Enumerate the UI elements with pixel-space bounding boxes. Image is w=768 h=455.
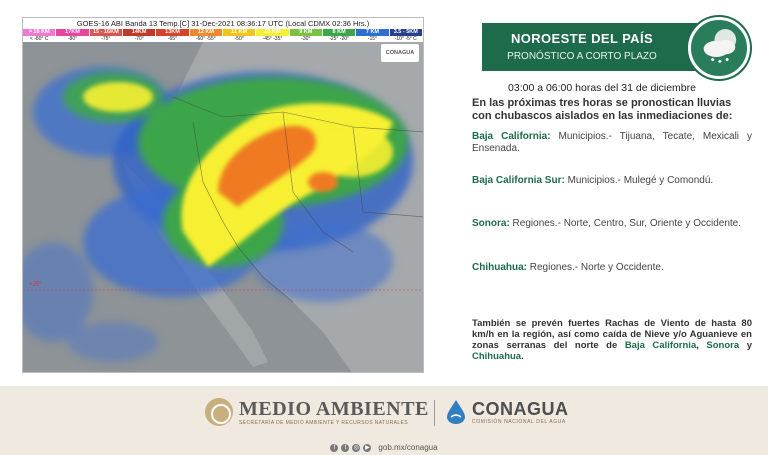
- legend-temperature: -60° -55°: [190, 36, 222, 42]
- legend-temperature: -75°: [90, 36, 122, 42]
- region-header: [482, 23, 722, 71]
- legend-segment: [223, 29, 256, 42]
- latitude-label: +25°: [29, 282, 42, 288]
- legend-segment: [123, 29, 156, 42]
- medio-ambiente-title: MEDIO AMBIENTE: [239, 397, 429, 420]
- legend-temperature: -15°: [356, 36, 388, 42]
- legend-segment: [256, 29, 289, 42]
- youtube-icon[interactable]: ▶: [365, 444, 370, 451]
- state-name: Chihuahua: [472, 351, 522, 362]
- region-name: Chihuahua:: [472, 262, 527, 273]
- conagua-logo: [445, 396, 569, 428]
- legend-altitude: 3.5 - 5KM: [390, 29, 422, 36]
- legend-temperature: -25° -20°: [323, 36, 355, 42]
- region-baja-california-sur: [472, 175, 752, 187]
- satellite-image: [22, 17, 424, 373]
- medio-ambiente-subtitle: SECRETARÍA DE MEDIO AMBIENTE Y RECURSOS NATURALES: [239, 419, 408, 426]
- region-chihuahua: [472, 262, 752, 274]
- legend-segment: [90, 29, 123, 42]
- legend-altitude: 8 KM: [323, 29, 355, 36]
- legend-segment: [56, 29, 89, 42]
- period: .: [521, 351, 524, 362]
- state-name: Sonora: [706, 340, 740, 351]
- conagua-title: CONAGUA: [472, 398, 569, 419]
- legend-temperature: -50°: [223, 36, 255, 42]
- region-detail: Regiones.- Norte, Centro, Sur, Oriente y Occidente.: [509, 218, 741, 229]
- region-name: Baja California:: [472, 131, 551, 142]
- separator: ,: [696, 340, 707, 351]
- legend-temperature: -70°: [123, 36, 155, 42]
- legend-temperature: -30°: [290, 36, 322, 42]
- legend-altitude: 11 KM: [223, 29, 255, 36]
- legend-altitude: 12 KM: [190, 29, 222, 36]
- footer: [0, 386, 768, 455]
- instagram-icon[interactable]: ◎: [353, 444, 360, 451]
- legend-segment: [323, 29, 356, 42]
- separator: y: [739, 340, 752, 351]
- legend-segment: [23, 29, 56, 42]
- satellite-title: GOES-16 ABI Banda 13 Temp.[C] 31-Dec-2021 08:36:17 UTC (Local CDMX 02:36 Hrs.): [23, 18, 423, 29]
- additional-warning: [472, 318, 752, 362]
- cloud-map: [23, 42, 424, 373]
- legend-segment: [190, 29, 223, 42]
- region-baja-california: [472, 131, 752, 155]
- legend-temperature: -65°: [156, 36, 188, 42]
- forecast-intro: En las próximas tres horas se pronostican lluvias con chubascos aislados en las inmediaciones de:: [472, 97, 733, 122]
- legend-altitude: > 18 KM: [23, 29, 55, 36]
- legend-altitude: 13KM: [156, 29, 188, 36]
- legend-altitude: 14KM: [123, 29, 155, 36]
- legend-segment: [356, 29, 389, 42]
- social-links: [0, 443, 768, 452]
- region-sonora: [472, 218, 752, 230]
- twitter-icon[interactable]: t: [341, 444, 349, 452]
- semarnat-logo: [205, 392, 429, 432]
- water-drop-icon: [445, 399, 467, 425]
- region-title: NOROESTE DEL PAÍS: [510, 31, 654, 46]
- region-detail: Regiones.- Norte y Occidente.: [527, 262, 664, 273]
- legend-segment: [156, 29, 189, 42]
- facebook-icon[interactable]: f: [330, 444, 338, 452]
- rain-cloud-moon-icon: [688, 17, 750, 79]
- legend-temperature: -80°: [56, 36, 88, 42]
- legend-altitude: 7 KM: [356, 29, 388, 36]
- legend-temperature: -45° -35°: [256, 36, 288, 42]
- legend-segment: [290, 29, 323, 42]
- warning-text: También se prevén fuertes Rachas de Viento de hasta 80 km/h en la región, así como caída de Nieve y/o Aguanieve en zonas serranas del norte de: [472, 318, 752, 351]
- legend-temperature: -10° -5° C: [390, 36, 422, 42]
- legend-altitude: 10 KM: [256, 29, 288, 36]
- region-detail: Municipios.- Tijuana, Tecate, Mexicali y Ensenada.: [472, 131, 752, 154]
- legend-temperature: < -80° C: [23, 36, 55, 42]
- temperature-legend: [23, 29, 423, 42]
- forecast-subtitle: PRONÓSTICO A CORTO PLAZO: [507, 51, 657, 62]
- conagua-subtitle: COMISIÓN NACIONAL DEL AGUA: [472, 418, 566, 425]
- legend-segment: [390, 29, 423, 42]
- region-name: Sonora:: [472, 218, 510, 229]
- legend-altitude: 9 KM: [290, 29, 322, 36]
- national-seal-icon: [205, 398, 233, 426]
- time-range: 03:00 a 06:00 horas del 31 de diciembre: [508, 82, 696, 94]
- region-name: Baja California Sur:: [472, 175, 565, 186]
- state-name: Baja California: [624, 340, 697, 351]
- region-detail: Municipios.- Mulegé y Comondú.: [564, 175, 714, 186]
- conagua-watermark: CONAGUA: [381, 44, 419, 62]
- website-link[interactable]: gob.mx/conagua: [378, 443, 438, 452]
- legend-altitude: 15 - 16KM: [90, 29, 122, 36]
- legend-altitude: 17KM: [56, 29, 88, 36]
- logo-divider: [434, 400, 435, 426]
